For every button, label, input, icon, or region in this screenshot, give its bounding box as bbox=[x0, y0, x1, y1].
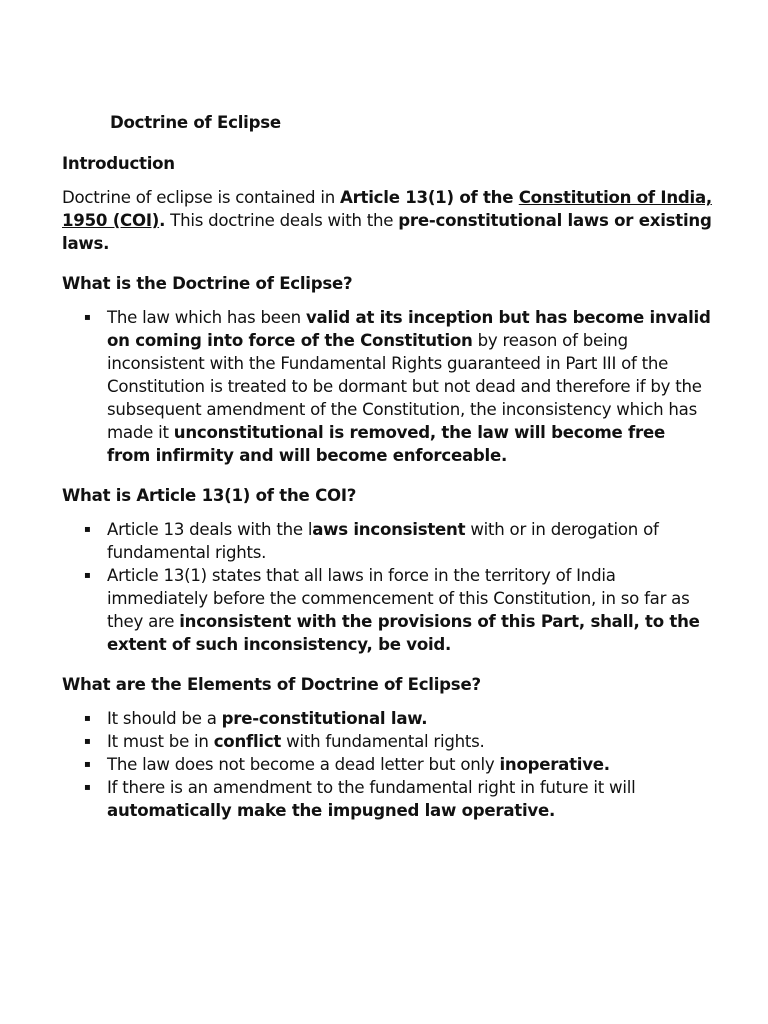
heading-article-13: What is Article 13(1) of the COI? bbox=[62, 486, 357, 505]
what-is-bullet-list bbox=[62, 306, 712, 467]
what-is-bold-1: valid at its inception but has become invalid on coming into force of the Constitution bbox=[107, 308, 711, 350]
list-item bbox=[62, 753, 712, 776]
elements-b2-text-1: It must be in bbox=[107, 732, 214, 751]
document-title: Doctrine of Eclipse bbox=[110, 113, 281, 132]
constitution-link[interactable]: Constitution of India, 1950 (COI) bbox=[62, 188, 712, 230]
what-is-bold-2: unconstitutional is removed, the law will become free from infirmity and will become enforceable. bbox=[107, 423, 665, 465]
elements-b2-bold: conflict bbox=[213, 732, 282, 751]
bullet-icon: ▪ bbox=[84, 736, 91, 747]
bullet-icon: ▪ bbox=[84, 713, 91, 724]
bullet-icon: ▪ bbox=[84, 570, 91, 581]
list-item bbox=[62, 776, 712, 822]
heading-elements: What are the Elements of Doctrine of Eclipse? bbox=[62, 675, 481, 694]
bullet-icon: ▪ bbox=[84, 782, 91, 793]
bullet-icon: ▪ bbox=[84, 312, 91, 323]
intro-article-ref: Article 13(1) of the bbox=[340, 188, 519, 207]
what-is-text-2: by reason of being inconsistent with the Fundamental Rights guaranteed in Part III of the Constitution is treated to be dormant but not dead and therefore if by the subsequent amendment of the Constitution, the inconsistency which has made it bbox=[107, 331, 702, 442]
list-item bbox=[62, 518, 712, 564]
elements-b1-text: It should be a bbox=[107, 709, 222, 728]
article13-b2-text: Article 13(1) states that all laws in force in the territory of India immediately before the commencement of this Constitution, in so far as they are bbox=[107, 566, 690, 631]
bullet-icon: ▪ bbox=[84, 759, 91, 770]
heading-what-is-doctrine: What is the Doctrine of Eclipse? bbox=[62, 274, 353, 293]
article13-bullet-list bbox=[62, 518, 712, 656]
list-item bbox=[62, 564, 712, 656]
elements-b4-text: If there is an amendment to the fundamental right in future it will bbox=[107, 778, 636, 797]
intro-period: . bbox=[159, 211, 166, 230]
list-item bbox=[62, 707, 712, 730]
list-item bbox=[62, 306, 712, 467]
what-is-text-1: The law which has been bbox=[107, 308, 306, 327]
intro-text-2: This doctrine deals with the bbox=[165, 211, 399, 230]
list-item bbox=[62, 730, 712, 753]
elements-b1-bold: pre-constitutional law. bbox=[221, 709, 428, 728]
elements-bullet-list bbox=[62, 707, 712, 822]
intro-bold-laws: pre-constitutional laws or existing laws. bbox=[62, 211, 712, 253]
elements-b3-text: The law does not become a dead letter but only bbox=[107, 755, 500, 774]
intro-paragraph bbox=[62, 186, 712, 255]
elements-b2-text-2: with fundamental rights. bbox=[281, 732, 485, 751]
heading-introduction: Introduction bbox=[62, 154, 175, 173]
elements-b4-bold: automatically make the impugned law operative. bbox=[107, 801, 556, 820]
elements-b3-bold: inoperative. bbox=[499, 755, 610, 774]
bullet-icon: ▪ bbox=[84, 524, 91, 535]
intro-text-1: Doctrine of eclipse is contained in bbox=[62, 188, 341, 207]
article13-b1-text-1: Article 13 deals with the l bbox=[107, 520, 313, 539]
article13-b1-text-2: with or in derogation of fundamental rights. bbox=[107, 520, 659, 562]
article13-b2-bold: inconsistent with the provisions of this Part, shall, to the extent of such inconsistency, be void. bbox=[107, 612, 700, 654]
article13-b1-bold: aws inconsistent bbox=[312, 520, 466, 539]
document-page bbox=[62, 111, 712, 839]
